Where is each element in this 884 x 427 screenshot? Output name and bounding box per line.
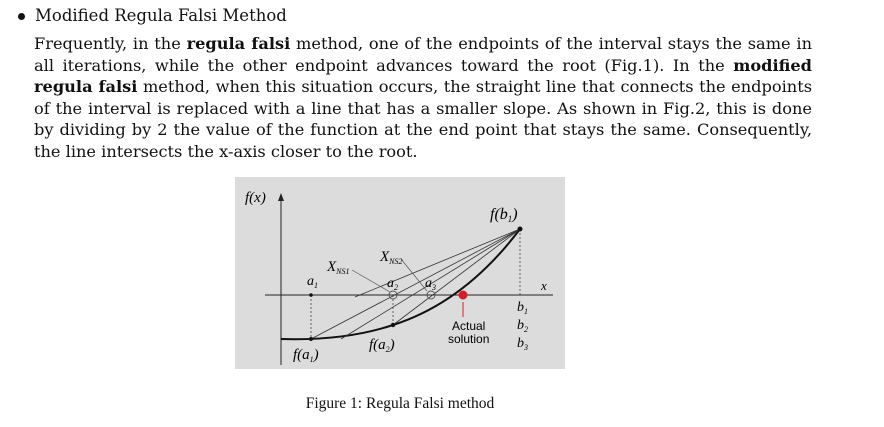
xns1-pointer: [352, 270, 390, 292]
b3-label: $b_3$: [517, 336, 528, 352]
regula-falsi-figure: [235, 177, 565, 369]
term-modified-regula-falsi: modified regula falsi: [34, 55, 812, 96]
fa1-label: $f(a_1)$: [293, 347, 319, 364]
point-a1: [309, 293, 313, 297]
b1-label: $b_1$: [517, 300, 528, 316]
figure-caption: Figure 1: Regula Falsi method: [305, 395, 495, 412]
fx-label: f(x): [245, 190, 266, 206]
y-axis-arrow-icon: [278, 193, 284, 201]
point-fb1: [518, 227, 523, 232]
point-fa1: [309, 337, 313, 341]
figure-diagram: [235, 177, 565, 369]
a2-label: $a_2$: [387, 276, 398, 292]
paragraph-text: method, when this situation occurs, the straight line that connects the endpoints of the interval is replaced with a line that has a smaller slope. As shown in Fig.2, this is done by dividing by 2 the value of the function at the end point that stays the same. Consequently, the line intersects the x-axis closer to the root.: [34, 77, 813, 161]
term-regula-falsi: regula falsi: [186, 34, 291, 53]
root-point: [459, 291, 468, 300]
xns1-label: $X_{NS1}$: [327, 259, 350, 276]
a1-label: $a_1$: [307, 274, 318, 290]
x-axis-label: x: [541, 278, 547, 293]
fa2-label: $f(a_2)$: [369, 337, 395, 354]
point-fa2: [391, 323, 395, 327]
fb1-label: f(b1): [490, 206, 518, 224]
xns2-label: $X_{NS2}$: [380, 249, 403, 266]
secant-line-1: [311, 229, 520, 339]
secant-line-2: [393, 229, 520, 325]
xns2-pointer: [401, 259, 427, 291]
paragraph-text: method, one of the endpoints of the interval stays the same in all iterations, while the other endpoint advances toward the root (Fig.1). In the: [34, 34, 813, 75]
b2-label: $b_2$: [517, 318, 528, 334]
bullet-icon: [18, 13, 25, 20]
section-heading: [14, 6, 287, 26]
actual-solution-line-1: Actual: [452, 319, 486, 333]
section-title: Modified Regula Falsi Method: [35, 6, 287, 25]
a3-label: $a_3$: [425, 276, 436, 292]
body-paragraph: [34, 33, 812, 162]
actual-solution-line-2: solution: [448, 332, 490, 346]
paragraph-text: Frequently, in the: [34, 34, 187, 53]
